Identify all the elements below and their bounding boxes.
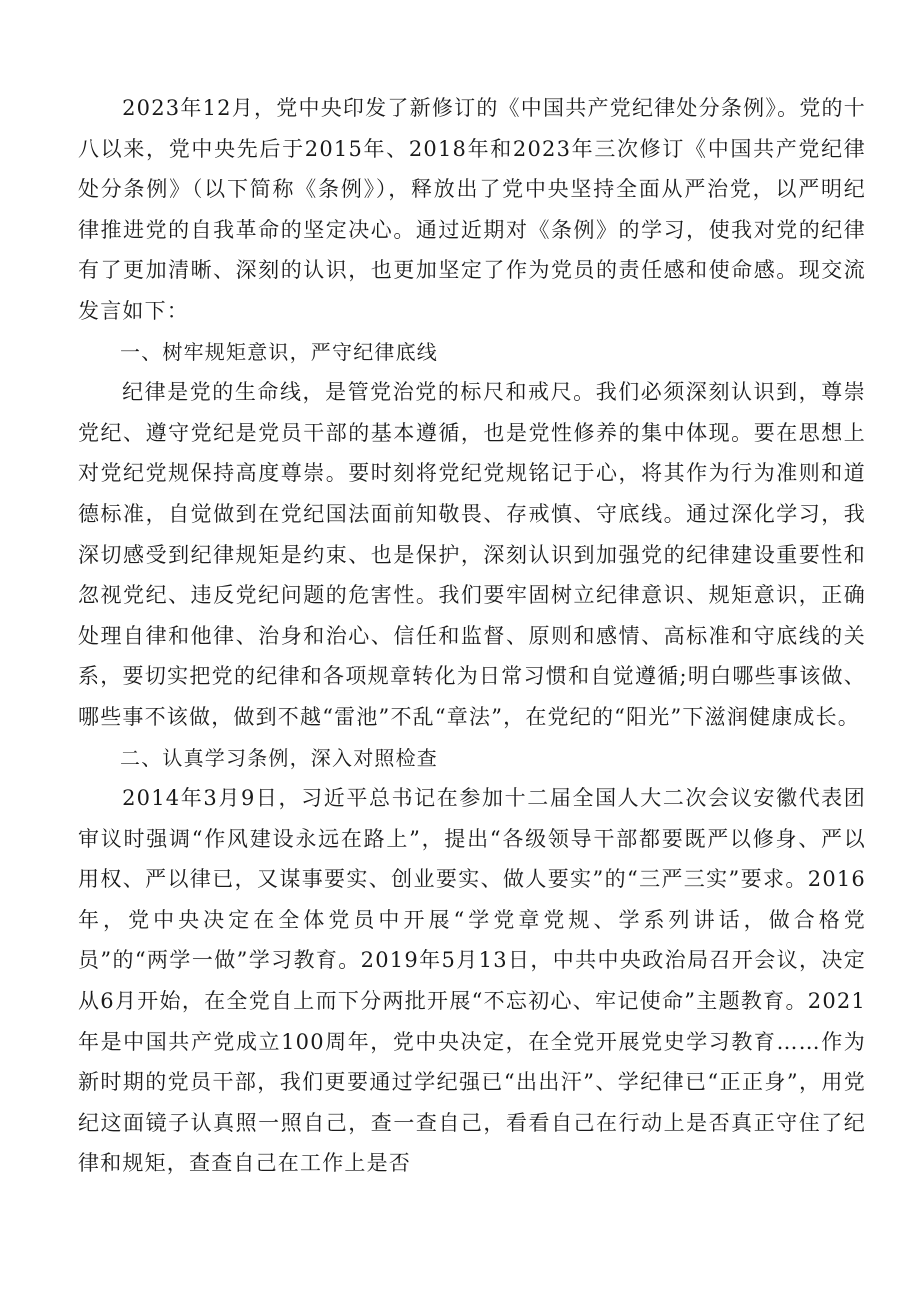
intro-paragraph: 2023年12月，党中央印发了新修订的《中国共产党纪律处分条例》。党的十八以来，党中央先后于2015年、2018年和2023年三次修订《中国共产党纪律处分条例》（以下简称《条例》），释放出了党中央坚持全面从严治党，以严明纪律推进党的自我革命的坚定决心。通过近期对《条例》的学习，使我对党的纪律有了更加清晰、深刻的认识，也更加坚定了作为党员的责任感和使命感。现交流发言如下： <box>78 96 866 323</box>
section-heading-2: 二、认真学习条例，深入对照检查 <box>120 745 438 770</box>
section-1-paragraph: 纪律是党的生命线，是管党治党的标尺和戒尺。我们必须深刻认识到，尊崇党纪、遵守党纪是党员干部的基本遵循，也是党性修养的集中体现。要在思想上对党纪党规保持高度尊崇。要时刻将党纪党规铭记于心，将其作为行为准则和道德标准，自觉做到在党纪国法面前知敬畏、存戒慎、守底线。通过深化学习，我深切感受到纪律规矩是约束、也是保护，深刻认识到加强党的纪律建设重要性和忽视党纪、违反党纪问题的危害性。我们要牢固树立纪律意识、规矩意识，正确处理自律和他律、治身和治心、信任和监督、原则和感情、高标准和守底线的关系，要切实把党的纪律和各项规章转化为日常习惯和自觉遵循;明白哪些事该做、哪些事不该做，做到不越“雷池”不乱“章法”，在党纪的“阳光”下滋润健康成长。 <box>78 380 866 729</box>
section-heading-1: 一、树牢规矩意识，严守纪律底线 <box>120 339 438 364</box>
section-2-paragraph: 2014年3月9日，习近平总书记在参加十二届全国人大二次会议安徽代表团审议时强调“作风建设永远在路上”，提出“各级领导干部都要既严以修身、严以用权、严以律已，又谋事要实、创业要实、做人要实”的“三严三实”要求。2016年，党中央决定在全体党员中开展“学党章党规、学系列讲话，做合格党员”的“两学一做”学习教育。2019年5月13日，中共中央政治局召开会议，决定从6月开始，在全党自上而下分两批开展“不忘初心、牢记使命”主题教育。2021年是中国共产党成立100周年，党中央决定，在全党开展党史学习教育……作为新时期的党员干部，我们更要通过学纪强已“出出汗”、学纪律已“正正身”，用党纪这面镜子认真照一照自己，查一查自己，看看自己在行动上是否真正守住了纪律和规矩，查查自己在工作上是否 <box>78 786 866 1176</box>
document-page <box>78 88 866 1184</box>
